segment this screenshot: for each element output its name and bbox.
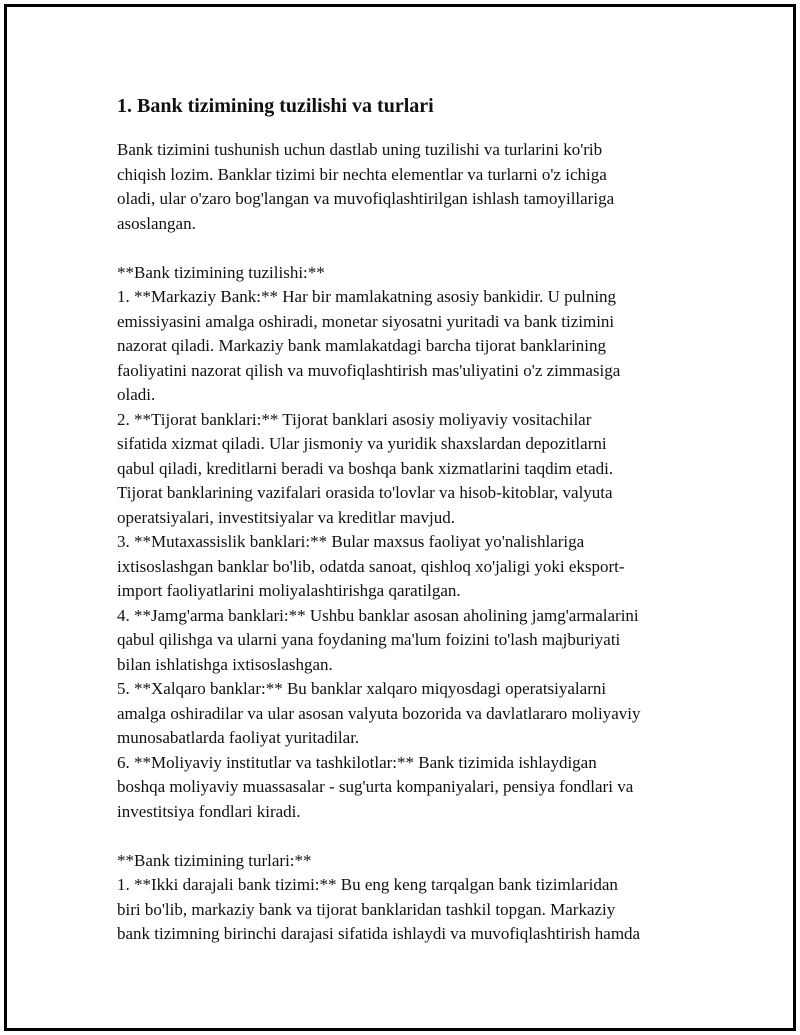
paragraph-spacer — [117, 824, 702, 849]
text-line: 2. **Tijorat banklari:** Tijorat banklari asosiy moliyaviy vositachilar — [117, 409, 592, 429]
text-line: import faoliyatlarini moliyalashtirishga qaratilgan. — [117, 581, 461, 600]
text-line: qabul qiladi, kreditlarni beradi va boshqa bank xizmatlarini taqdim etadi. — [117, 458, 614, 478]
paragraph-spacer — [117, 236, 702, 261]
text-line: Bank tizimini tushunish uchun dastlab uning tuzilishi va turlarini ko'rib — [117, 140, 603, 159]
text-line: faoliyatini nazorat qilish va muvofiqlashtirish mas'uliyatini o'z zimmasiga — [117, 360, 621, 380]
text-line: **Bank tizimining turlari:** — [117, 850, 312, 870]
document-body — [117, 92, 702, 947]
text-line: 1. **Markaziy Bank:** Har bir mamlakatning asosiy bankidir. U pulning — [117, 287, 617, 306]
document-text — [117, 138, 702, 947]
paragraph — [117, 138, 702, 236]
paragraph — [117, 849, 702, 947]
text-line: oladi, ular o'zaro bog'langan va muvofiqlashtirilgan ishlash tamoyillariga — [117, 189, 615, 208]
paragraph — [117, 261, 702, 825]
text-line: 1. **Ikki darajali bank tizimi:** Bu eng keng tarqalgan bank tizimlaridan — [117, 875, 618, 894]
text-line: munosabatlarda faoliyat yuritadilar. — [117, 728, 360, 747]
text-line: sifatida xizmat qiladi. Ular jismoniy va yuridik shaxslardan depozitlarni — [117, 434, 607, 453]
text-line: ixtisoslashgan banklar bo'lib, odatda sanoat, qishloq xo'jaligi yoki eksport- — [117, 556, 625, 576]
text-line: boshqa moliyaviy muassasalar - sug'urta kompaniyalari, pensiya fondlari va — [117, 777, 634, 796]
text-line: oladi. — [117, 385, 156, 404]
text-line: qabul qilishga va ularni yana foydaning ma'lum foizini to'lash majburiyati — [117, 630, 621, 649]
text-line: investitsiya fondlari kiradi. — [117, 801, 301, 821]
text-line: operatsiyalari, investitsiyalar va kreditlar mavjud. — [117, 507, 455, 527]
text-line: biri bo'lib, markaziy bank va tijorat banklaridan tashkil topgan. Markaziy — [117, 899, 616, 919]
text-line: 6. **Moliyaviy institutlar va tashkilotlar:** Bank tizimida ishlaydigan — [117, 752, 597, 772]
text-line: nazorat qiladi. Markaziy bank mamlakatdagi barcha tijorat banklarining — [117, 336, 607, 355]
text-line: amalga oshiradilar va ular asosan valyuta bozorida va davlatlararo moliyaviy — [117, 703, 641, 723]
text-line: chiqish lozim. Banklar tizimi bir nechta elementlar va turlarni o'z ichiga — [117, 164, 607, 184]
text-line: asoslangan. — [117, 213, 196, 233]
section-heading: 1. Bank tizimining tuzilishi va turlari — [117, 95, 434, 117]
text-line: emissiyasini amalga oshiradi, monetar siyosatni yuritadi va bank tizimini — [117, 311, 615, 331]
text-line: 4. **Jamg'arma banklari:** Ushbu banklar asosan aholining jamg'armalarini — [117, 605, 639, 625]
text-line: Tijorat banklarining vazifalari orasida to'lovlar va hisob-kitoblar, valyuta — [117, 483, 613, 502]
text-line: **Bank tizimining tuzilishi:** — [117, 262, 325, 282]
text-line: 3. **Mutaxassislik banklari:** Bular maxsus faoliyat yo'nalishlariga — [117, 532, 585, 551]
text-line: bank tizimning birinchi darajasi sifatida ishlaydi va muvofiqlashtirish hamda — [117, 924, 641, 943]
text-line: bilan ishlatishga ixtisoslashgan. — [117, 654, 333, 674]
text-line: 5. **Xalqaro banklar:** Bu banklar xalqaro miqyosdagi operatsiyalarni — [117, 679, 607, 698]
